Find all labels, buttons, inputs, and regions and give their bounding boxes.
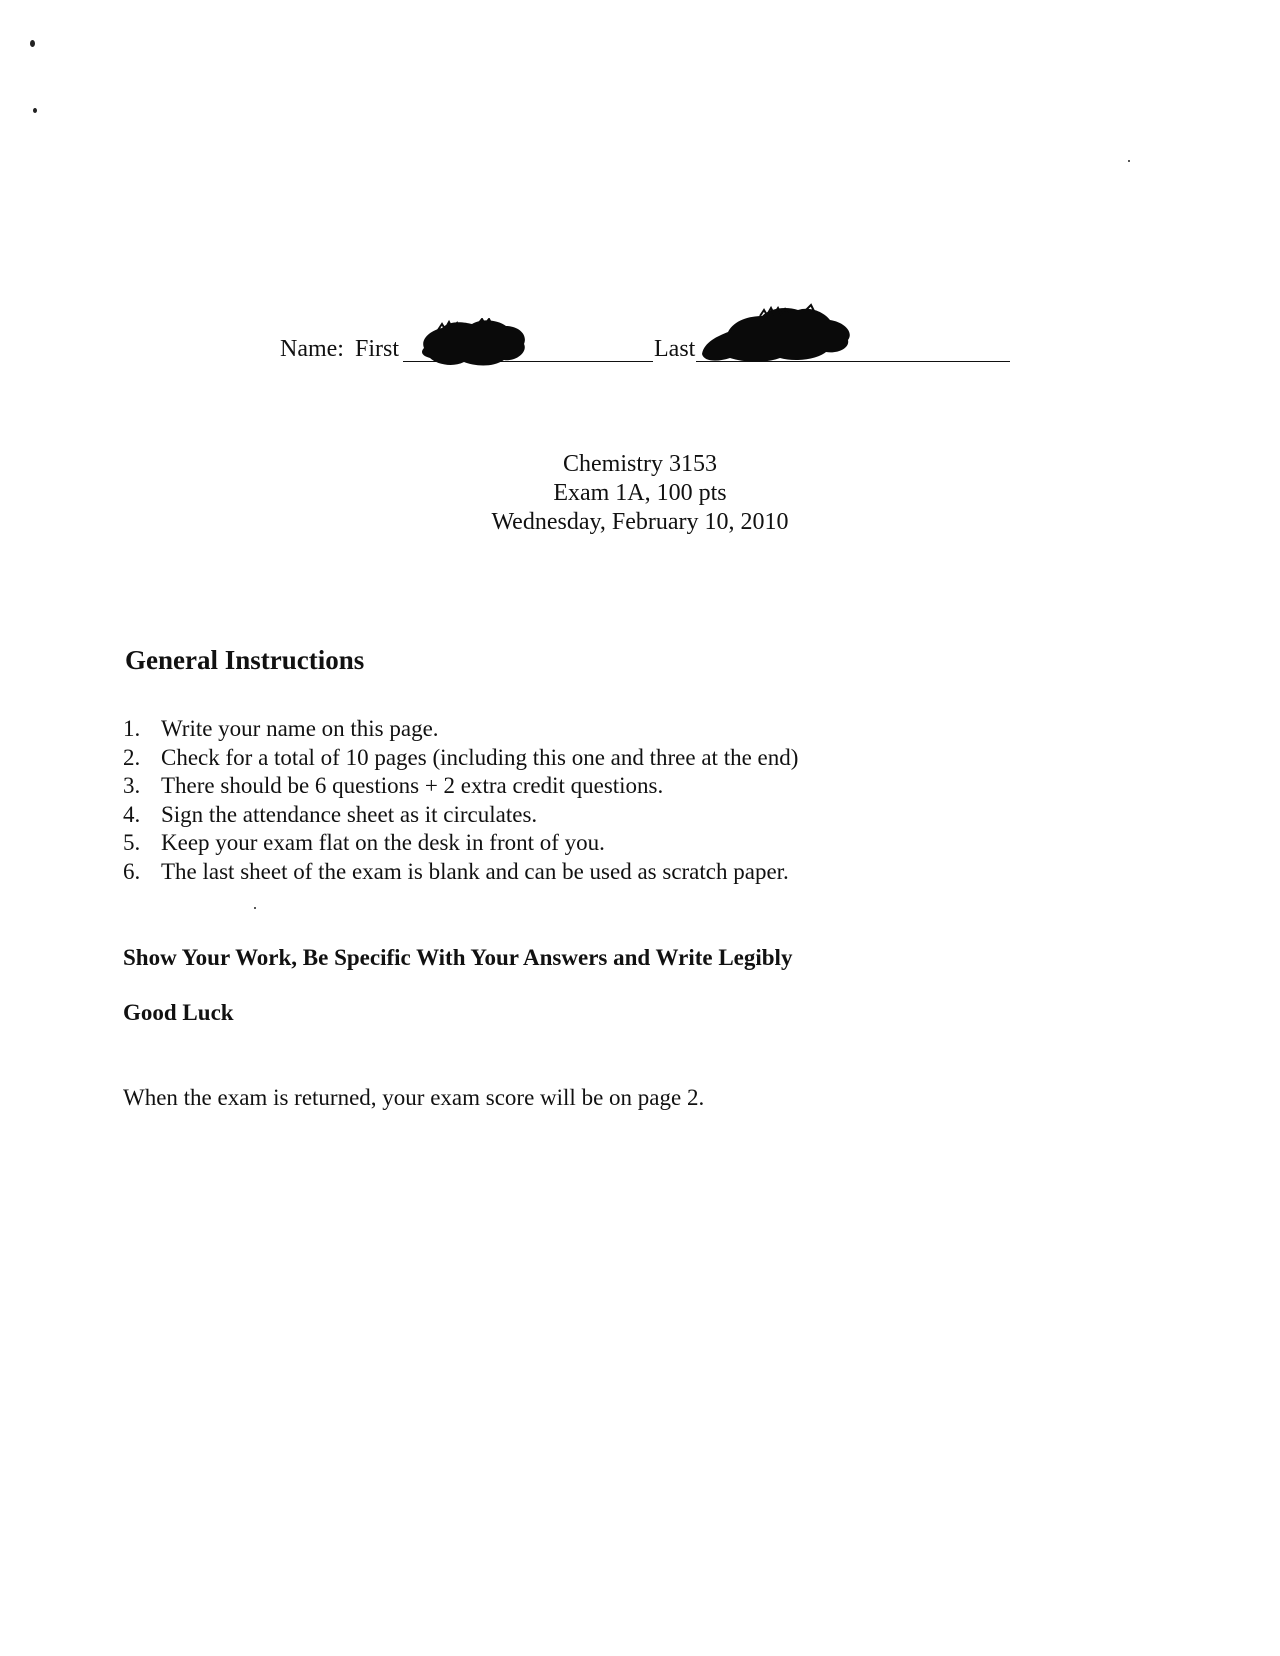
instruction-text: Check for a total of 10 pages (including this one and three at the end) (161, 744, 799, 770)
instruction-item (123, 858, 798, 887)
instruction-item (123, 772, 798, 801)
score-note: When the exam is returned, your exam score will be on page 2. (123, 1085, 705, 1110)
instruction-text: There should be 6 questions + 2 extra credit questions. (161, 773, 664, 799)
scan-speck (33, 108, 37, 113)
instruction-number: 6. (123, 858, 141, 884)
instruction-text: The last sheet of the exam is blank and can be used as scratch paper. (161, 858, 789, 884)
exam-title: Exam 1A, 100 pts (553, 480, 727, 506)
exam-date: Wednesday, February 10, 2010 (491, 509, 789, 535)
instruction-text: Write your name on this page. (161, 716, 439, 741)
instruction-number: 4. (123, 801, 141, 827)
name-label: Name: (280, 336, 344, 362)
course-title: Chemistry 3153 (563, 451, 717, 477)
instruction-number: 5. (123, 830, 141, 856)
instructions-heading: General Instructions (125, 645, 365, 675)
show-work-note: Show Your Work, Be Specific With Your Answers and Write Legibly (123, 945, 793, 970)
instruction-item (123, 801, 798, 830)
instructions-list (123, 715, 798, 887)
instruction-number: 1. (123, 716, 141, 741)
scan-speck (254, 907, 256, 909)
redacted-first-name (418, 318, 530, 368)
instruction-item (123, 715, 798, 744)
name-field-line (280, 330, 1020, 370)
last-name-label: Last (654, 336, 696, 362)
scan-speck (30, 40, 35, 47)
scan-speck (1128, 160, 1130, 162)
instruction-text: Sign the attendance sheet as it circulates. (161, 801, 538, 827)
instruction-number: 3. (123, 773, 141, 799)
instruction-item (123, 744, 798, 773)
good-luck-note: Good Luck (123, 1000, 234, 1025)
exam-header (390, 450, 890, 537)
instruction-text: Keep your exam flat on the desk in front of you. (161, 830, 605, 856)
instruction-number: 2. (123, 744, 141, 770)
redacted-last-name (698, 302, 858, 366)
first-name-label: First (355, 336, 400, 362)
instruction-item (123, 829, 798, 858)
